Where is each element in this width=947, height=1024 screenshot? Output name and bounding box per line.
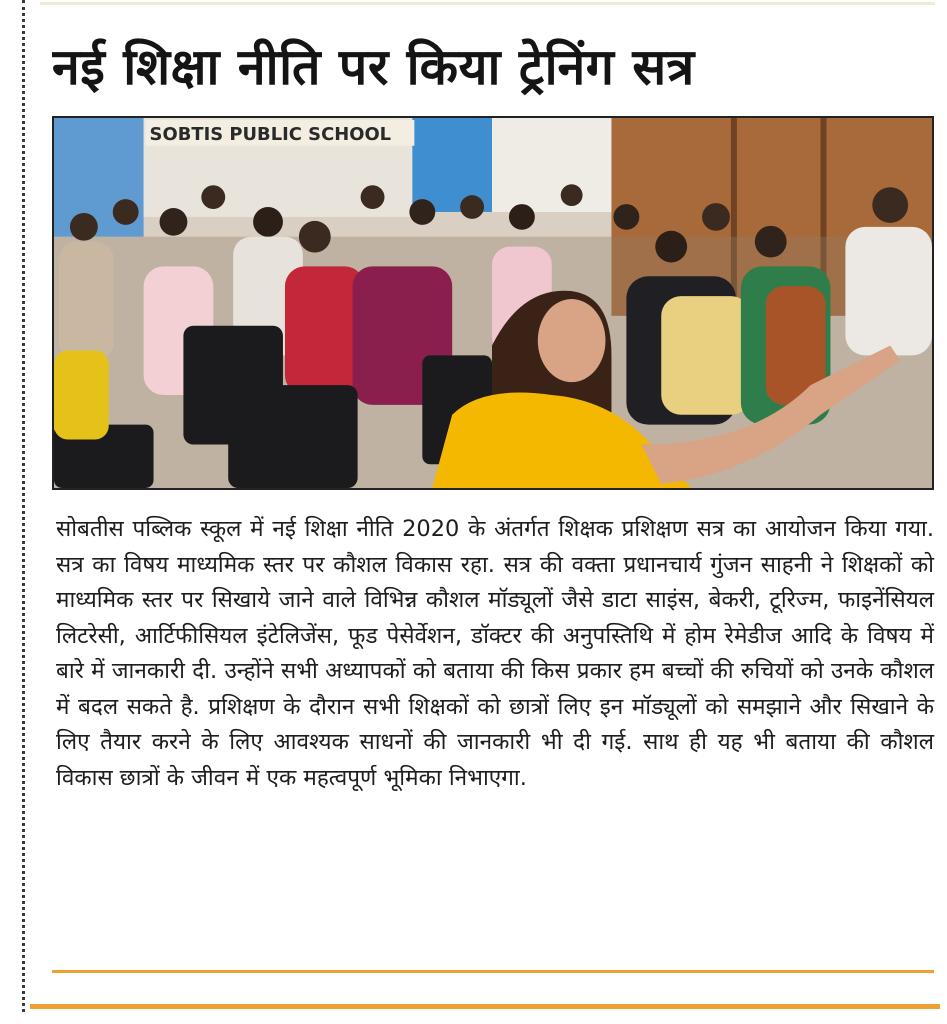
- article-bottom-rule: [52, 970, 934, 973]
- yellow-scarf: [54, 350, 109, 439]
- article-headline: नई शिक्षा नीति पर किया ट्रेनिंग सत्र: [52, 38, 695, 96]
- page-bottom-rule: [30, 1004, 940, 1009]
- white-wall-2: [492, 118, 611, 212]
- training-session-photo: [54, 118, 932, 488]
- top-rule: [40, 2, 935, 5]
- blue-board: [412, 118, 492, 212]
- article-photo: [52, 116, 934, 490]
- article-body: सोबतीस पब्लिक स्कूल में नई शिक्षा नीति 2020 के अंतर्गत शिक्षक प्रशिक्षण सत्र का आयोजन किया गया. सत्र का विषय माध्यमिक स्तर पर कौशल विकास रहा. सत्र की वक्ता प्रधानचार्य गुंजन साहनी ने शिक्षकों को माध्यमिक स्तर पर सिखाये जाने वाले विभिन्न कौशल मॉड्यूलों जैसे डाटा साइंस, बेकरी, टूरिज्म, फाइनेंसियल लिटरेसी, आर्टिफीसियल इंटेलिजेंस, फूड पेसेर्वेशन, डॉक्टर की अनुपस्तिथि में होम रेमेडीज आदि के विषय में बारे में जानकारी दी. उन्होंने सभी अध्यापकों को बताया की किस प्रकार हम बच्चों की रुचियों को उनके कौशल में बदल सकते है. प्रशिक्षण के दौरान सभी शिक्षकों को छात्रों लिए इन मॉड्यूलों को समझाने और सिखाने के लिए तैयार करने के लिए आवश्यक साधनों की जानकारी भी दी गई. साथ ही यह भी बताया की कौशल विकास छात्रों के जीवन में एक महत्वपूर्ण भूमिका निभाएगा.: [56, 516, 934, 791]
- school-banner-text: SOBTIS PUBLIC SCHOOL: [149, 123, 392, 145]
- column-divider-dotted: [22, 0, 25, 1012]
